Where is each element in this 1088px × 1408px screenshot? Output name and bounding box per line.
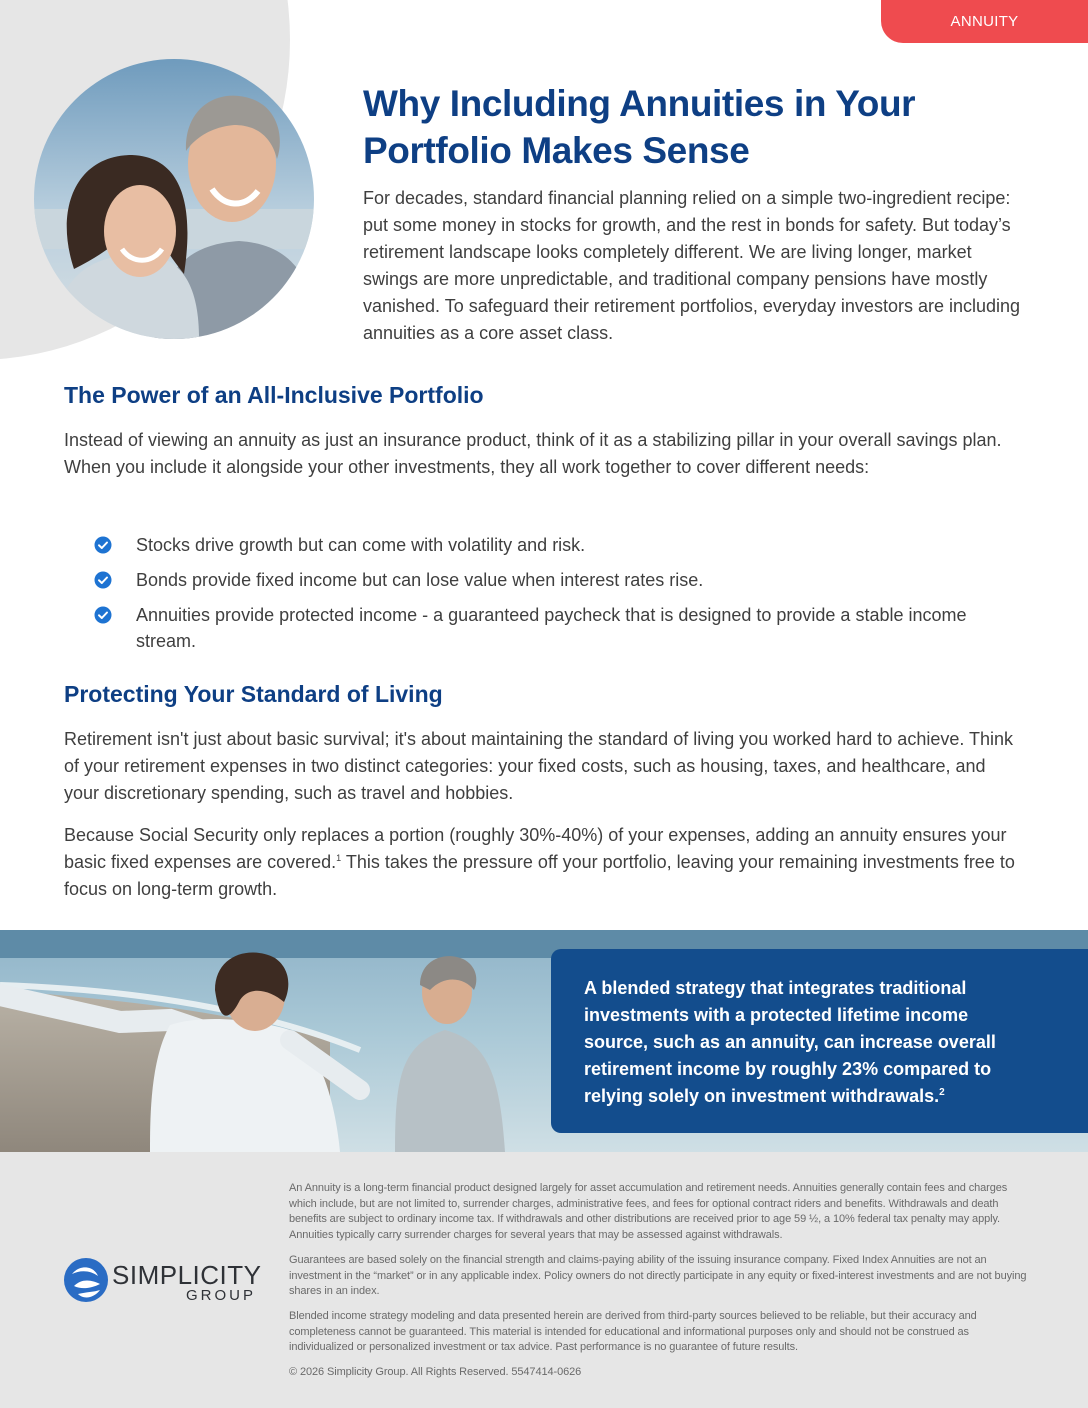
checkmark-icon — [94, 536, 112, 554]
footnote-ref-1: 1 — [336, 853, 342, 863]
list-item-text: Stocks drive growth but can come with volatility and risk. — [136, 535, 586, 555]
intro-paragraph: For decades, standard financial planning relied on a simple two-ingredient recipe: put some money in stocks for growth, and the rest in bonds for safety. But today’s retirement landscape looks completely different. We are living longer, market swings are more unpredictable, and traditional company pensions have mostly vanished. To safeguard their retirement portfolios, everyday investors are including annuities as a core asset class. — [363, 188, 1021, 343]
portfolio-paragraph: Instead of viewing an annuity as just an insurance product, think of it as a stabilizing pillar in your overall savings plan. When you include it alongside your other investments, they all work together to cover different needs: — [64, 430, 1002, 477]
disclaimer-modeling: Blended income strategy modeling and data presented herein are derived from third-party sources believed to be reliable, but their accuracy and completeness cannot be guaranteed. This material is intended for educational and informational purposes only and should not be construed as individualized or personalized investment or tax advice. Past performance is no guarantee of future results. — [289, 1310, 977, 1353]
list-item-text: Annuities provide protected income - a guaranteed paycheck that is designed to provide a stable income stream. — [136, 605, 967, 651]
checkmark-icon — [94, 571, 112, 589]
section-heading-portfolio: The Power of an All-Inclusive Portfolio — [64, 382, 484, 408]
logo-mark-icon — [64, 1258, 108, 1302]
living-paragraph-1: Retirement isn't just about basic survival; it's about maintaining the standard of living you worked hard to achieve. Think of your retirement expenses in two distinct categories: your fixed costs, such as housing, taxes, and healthcare, and your discretionary spending, such as travel and hobbies. — [64, 729, 1014, 803]
page-title — [363, 80, 983, 174]
copyright: © 2026 Simplicity Group. All Rights Reserved. 5547414-0626 — [289, 1366, 582, 1378]
callout-box — [551, 949, 1088, 1133]
living-paragraph-2 — [64, 822, 1024, 903]
title-line-2: Portfolio Makes Sense — [363, 130, 750, 171]
disclaimer-annuity: An Annuity is a long-term financial product designed largely for asset accumulation and retirement needs. Annuities generally contain fees and charges which include, but are not limited to, surrender charges, administrative fees, and fees for optional contract riders and benefits. Withdrawals and death benefits are subject to ordinary income tax. If withdrawals and other distributions are received prior to age 59 ½, a 10% federal tax penalty may apply. Annuities typically carry surrender charges for several years that may be assessed against withdrawals. — [289, 1182, 1008, 1241]
logo-wordmark: SIMPLICITY — [112, 1260, 262, 1290]
list-item — [94, 567, 974, 593]
title-line-1: Why Including Annuities in Your — [363, 83, 916, 124]
couple-photo — [34, 59, 314, 339]
section-heading-standard-of-living: Protecting Your Standard of Living — [64, 681, 443, 707]
benefit-list — [94, 532, 974, 663]
living-paragraph-2-text-a: Because Social Security only replaces a portion (roughly 30%-40%) of your expenses, adding an annuity ensures your basic fixed expenses are covered. — [64, 825, 1007, 872]
checkmark-icon — [94, 606, 112, 624]
logo-subwordmark: GROUP — [186, 1287, 257, 1304]
list-item-text: Bonds provide fixed income but can lose value when interest rates rise. — [136, 570, 704, 590]
disclaimer-guarantees: Guarantees are based solely on the financial strength and claims-paying ability of the issuing insurance company. Fixed Index Annuities are not an investment in the “market” or in any applicable index. Policy owners do not directly participate in any equity or fixed-interest investments and are not buying shares in an index. — [289, 1254, 1027, 1297]
company-logo — [64, 1258, 264, 1308]
list-item — [94, 602, 974, 654]
living-paragraph-2-text-b: This takes the pressure off your portfolio, leaving your remaining investments free to focus on long-term growth. — [64, 852, 1015, 899]
footnote-ref-2: 2 — [939, 1087, 945, 1098]
list-item — [94, 532, 974, 558]
callout-text: A blended strategy that integrates traditional investments with a protected lifetime income source, such as an annuity, can increase overall retirement income by roughly 23% compared to relying solely on investment withdrawals. — [584, 978, 996, 1106]
category-tag: ANNUITY — [881, 0, 1088, 43]
